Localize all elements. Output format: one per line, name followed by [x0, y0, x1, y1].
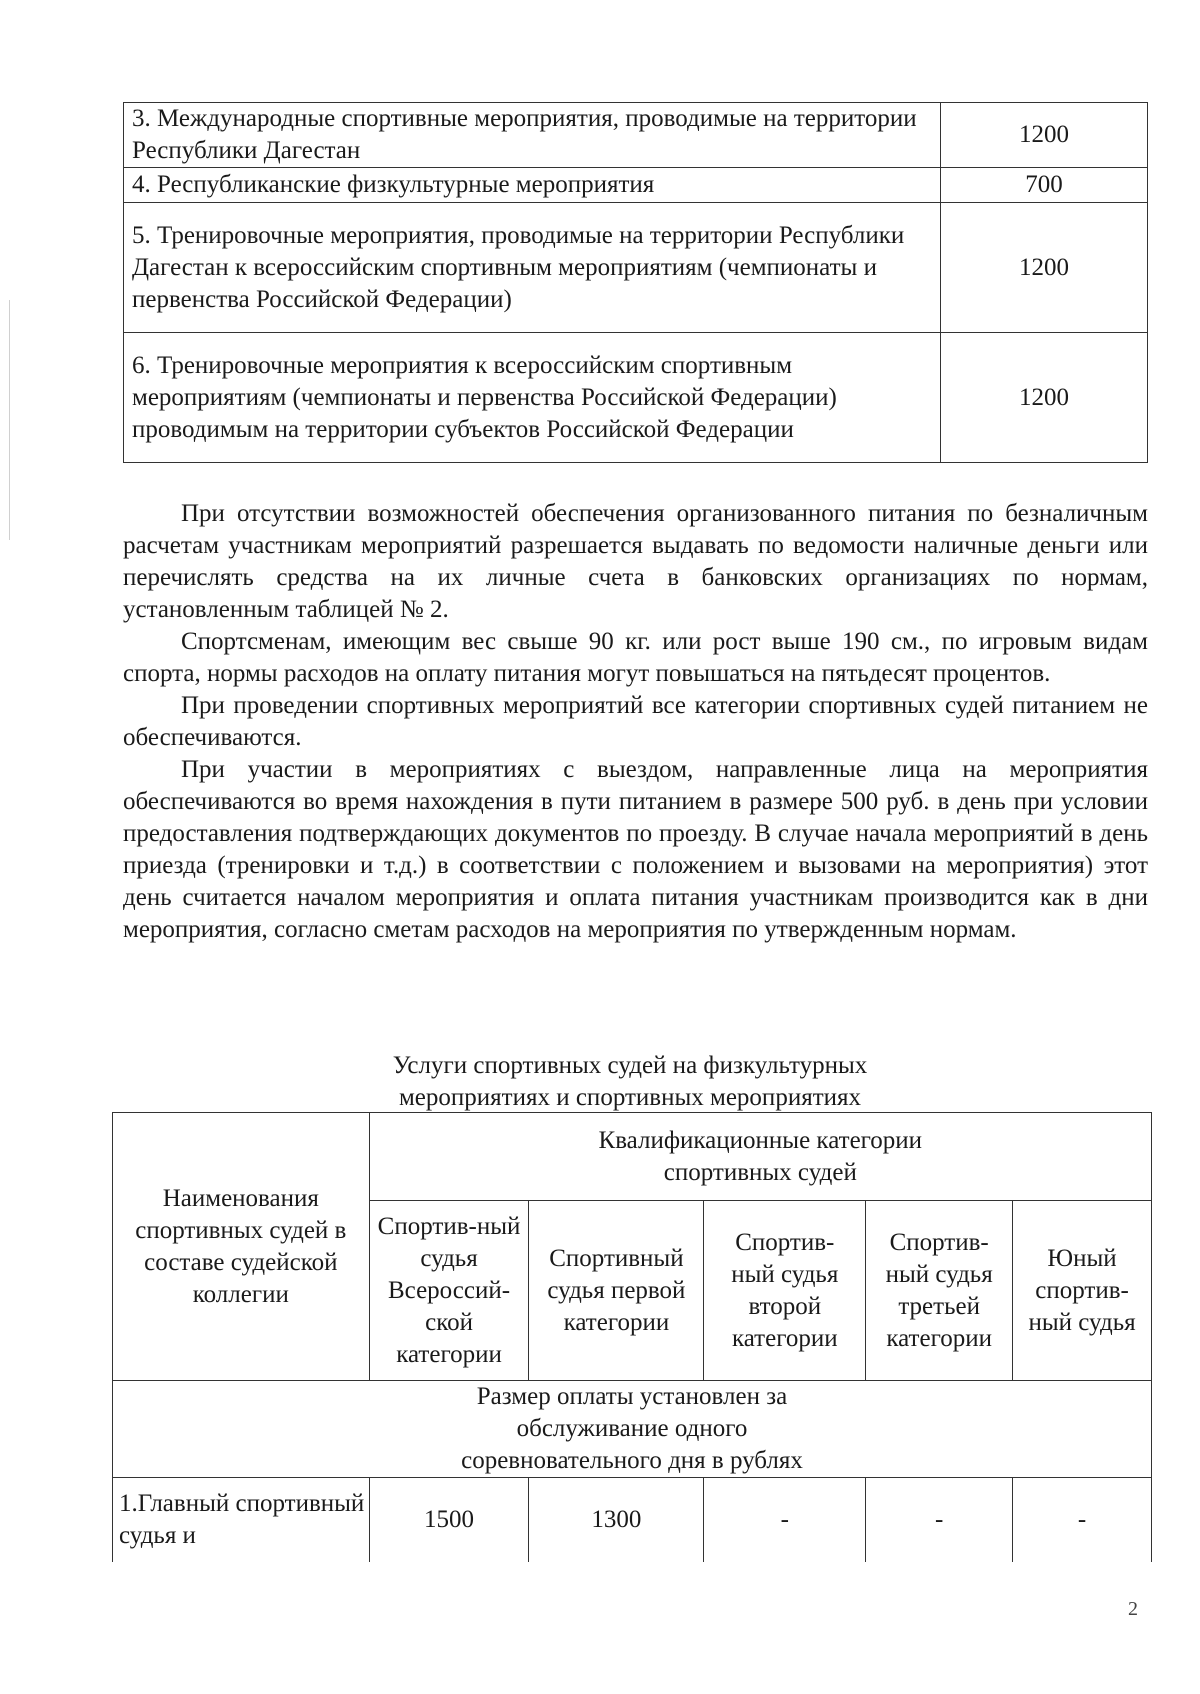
paragraph: При отсутствии возможностей обеспечения организованного питания по безналичным расчетам участникам мероприятий разрешается выдавать по ведомости наличные деньги или перечислять средства на их личные счета в банковских организациях по нормам, установленным таблицей № 2.: [123, 500, 1148, 623]
event-name-cell: 6. Тренировочные мероприятия к всероссийским спортивным мероприятиям (чемпионаты и первенства Российской Федерации) проводимым на территории субъектов Российской Федерации: [124, 333, 941, 463]
table-header-row: [113, 1113, 1152, 1201]
norm-value-cell: 700: [941, 168, 1148, 203]
category-header: Спортив-ный судья второй категории: [704, 1201, 866, 1381]
norm-value-cell: 1200: [941, 333, 1148, 463]
event-name-cell: 3. Международные спортивные мероприятия, проводимые на территории Республики Дагестан: [124, 103, 941, 168]
paragraph: При проведении спортивных мероприятий все категории спортивных судей питанием не обеспечиваются.: [123, 692, 1148, 751]
scan-margin-line: [9, 300, 10, 540]
table2-title-line: мероприятиях и спортивных мероприятиях: [398, 1084, 861, 1111]
table-row: [124, 103, 1148, 168]
page-number: 2: [1128, 1598, 1138, 1620]
meal-norms-table: [123, 102, 1148, 463]
paragraph: При участии в мероприятиях с выездом, направленные лица на мероприятия обеспечиваются во время нахождения в пути питанием в размере 500 руб. в день при условии предоставления подтверждающих документов по проезду. В случае начала мероприятий в день приезда (тренировки и т.д.) в соответствии с положением и вызовами на мероприятия) этот день считается началом мероприятия и оплата питания участникам производится как в дни мероприятия, согласно сметам расходов на мероприятия по утвержденным нормам.: [123, 756, 1148, 943]
table-row: [124, 203, 1148, 333]
header-qualification: Квалификационные категории спортивных судей: [369, 1113, 1151, 1201]
table-row: [124, 333, 1148, 463]
payment-value-cell: 1300: [529, 1478, 704, 1562]
payment-note: Размер оплаты установлен за обслуживание одного соревновательного дня в рублях: [113, 1381, 1152, 1478]
event-name-cell: 4. Республиканские физкультурные мероприятия: [124, 168, 941, 203]
payment-value-cell: -: [1013, 1478, 1152, 1562]
paragraph: Спортсменам, имеющим вес свыше 90 кг. или рост выше 190 см., по игровым видам спорта, нормы расходов на оплату питания могут повышаться на пятьдесят процентов.: [123, 628, 1148, 687]
norm-value-cell: 1200: [941, 103, 1148, 168]
category-header: Спортив-ный судья третьей категории: [866, 1201, 1013, 1381]
judges-payment-table: [112, 1112, 1152, 1562]
payment-value-cell: -: [866, 1478, 1013, 1562]
payment-value-cell: 1500: [369, 1478, 529, 1562]
table2-title-line: Услуги спортивных судей на физкультурных: [392, 1052, 868, 1079]
norm-value-cell: 1200: [941, 203, 1148, 333]
body-text: [123, 498, 1148, 946]
table-row: [113, 1478, 1152, 1562]
judge-name-cell: 1.Главный спортивный судья и: [113, 1478, 370, 1562]
table-row: [113, 1381, 1152, 1478]
table2-title: [250, 1050, 1010, 1114]
category-header: Спортивный судья первой категории: [529, 1201, 704, 1381]
header-judge-names: Наименования спортивных судей в составе судейской коллегии: [113, 1113, 370, 1381]
payment-value-cell: -: [704, 1478, 866, 1562]
category-header: Юный спортив-ный судья: [1013, 1201, 1152, 1381]
category-header: Спортив-ный судья Всероссий-ской категории: [369, 1201, 529, 1381]
table-row: [124, 168, 1148, 203]
event-name-cell: 5. Тренировочные мероприятия, проводимые на территории Республики Дагестан к всероссийским спортивным мероприятиям (чемпионаты и первенства Российской Федерации): [124, 203, 941, 333]
